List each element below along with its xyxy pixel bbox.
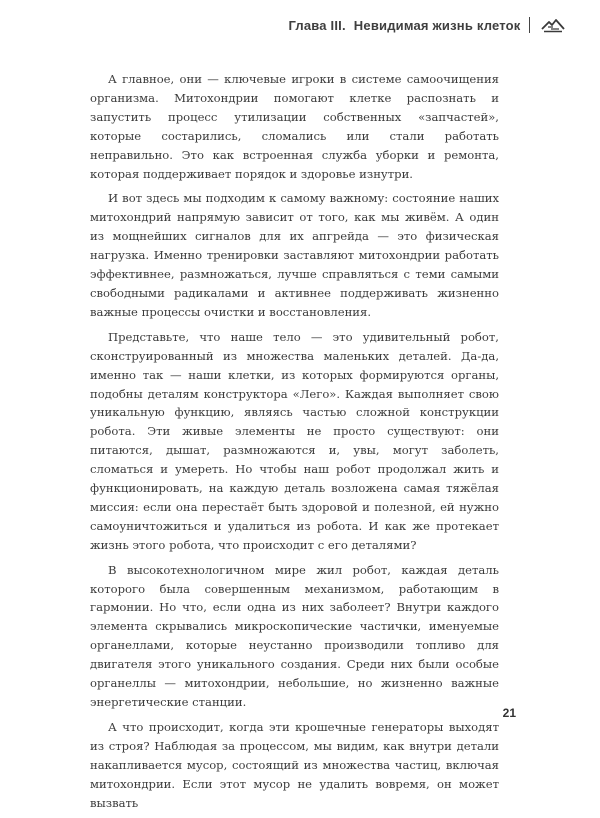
paragraph: И вот здесь мы подходим к самому важному: состояние наших митохондрий напрямую зависит от того, как мы живём. А один из мощнейших сигналов для их апгрейда — это физическая нагрузка. Именно тренировки заставляют митохондрии работать эффективнее, размножаться, лучше справляться с теми самыми свободными радикалами и активнее поддерживать жизненно важные процессы очистки и восстановления.: [90, 191, 499, 319]
page-number: 21: [502, 706, 516, 720]
paragraph: Представьте, что наше тело — это удивительный робот, сконструированный из множества маленьких деталей. Да-да, именно так — наши клетки, из которых формируются органы, подобны деталям конструктора «Лего». Каждая выполняет свою уникальную функцию, являясь частью сложной конструкции робота. Эти живые элементы не просто существуют: они питаются, дышат, размножаются и, увы, могут заболеть, сломаться и умереть. Но чтобы наш робот продолжал жить и функционировать, на каждую деталь возложена самая тяжёлая миссия: если она перестаёт быть здоровой и полезной, ей нужно самоуничтожиться и удалиться из робота. И как же протекает жизнь этого робота, что происходит с его деталями?: [90, 329, 499, 552]
paragraph: А что происходит, когда эти крошечные генераторы выходят из строя? Наблюдая за процессом, мы видим, как внутри детали накапливается мусор, состоящий из множества частиц, включая митохондрии. Если этот мусор не удалить вовремя, он может вызвать: [90, 719, 499, 810]
mountain-logo-icon: [540, 16, 566, 34]
chapter-title: Невидимая жизнь клеток: [353, 17, 521, 33]
paragraph: В высокотехнологичном мире жил робот, каждая деталь которого была совершенным механизмом, работающим в гармонии. Но что, если одна из них заболеет? Внутри каждого элемента скрывались микроскопические частички, именуемые органеллами, которые неустанно производили топливо для двигателя этого уникального создания. Среди них были особые органеллы — митохондрии, небольшие, но жизненно важные энергетические станции.: [90, 562, 499, 709]
body-text: [90, 70, 499, 818]
running-header: [288, 16, 566, 34]
header-divider: [529, 17, 531, 33]
paragraph: А главное, они — ключевые игроки в системе самоочищения организма. Митохондрии помогают клетке распознать и запустить процесс утилизации собственных «запчастей», которые состарились, сломались или стали работать неправильно. Это как встроенная служба уборки и ремонта, которая поддерживает порядок и здоровье изнутри.: [90, 72, 499, 181]
chapter-number: Глава III.: [288, 17, 346, 33]
